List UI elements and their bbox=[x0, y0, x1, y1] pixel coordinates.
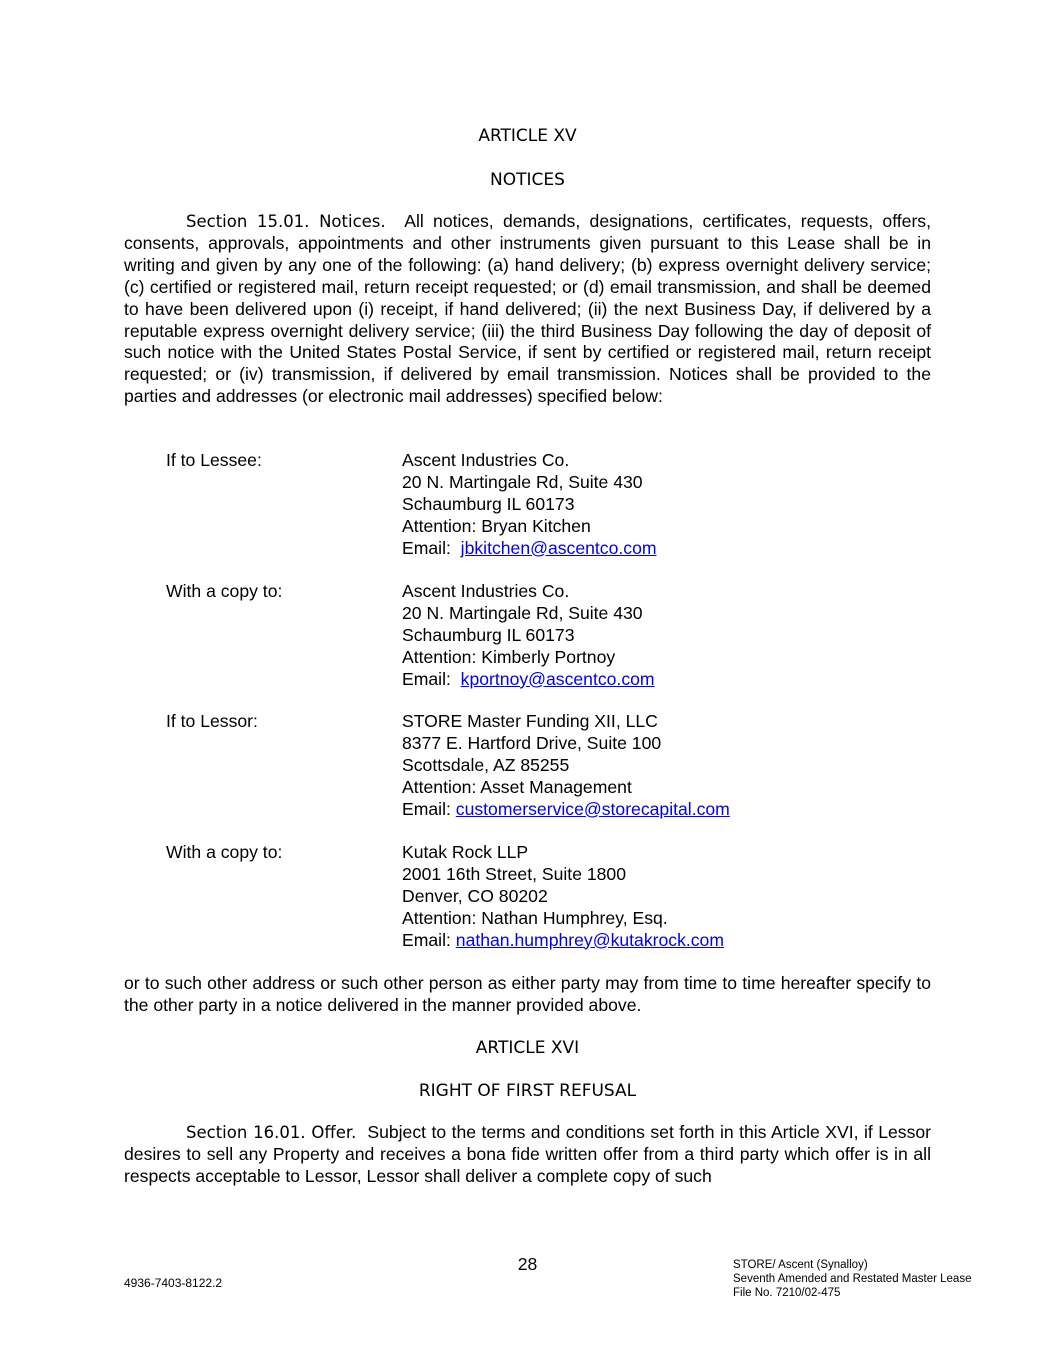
address-line: Kutak Rock LLP bbox=[402, 842, 529, 862]
email-line bbox=[402, 538, 657, 560]
section-15-01-body: All notices, demands, designations, certificates, requests, offers, consents, approvals, appointments and other instruments given pursuant to this Lease shall be in writing and given by any one of the following: (a) hand delivery; (b) express overnight delivery service; (c) certified or registered mail, return receipt requested; or (d) email transmission, and shall be deemed to have been delivered upon (i) receipt, if hand delivered; (ii) the next Business Day, if delivered by a reputable express overnight delivery service; (iii) the third Business Day following the day of deposit of such notice with the United States Postal Service, if sent by certified or registered mail, return receipt requested; or (iv) transmission, if delivered by email transmission. Notices shall be provided to the parties and addresses (or electronic mail addresses) specified below: bbox=[124, 211, 931, 407]
section-16-01-label: Section 16.01. Offer. bbox=[186, 1123, 357, 1142]
address-line: 2001 16th Street, Suite 1800 bbox=[402, 863, 627, 884]
email-line bbox=[402, 799, 730, 821]
address-line: Attention: Bryan Kitchen bbox=[402, 515, 591, 536]
address-line: STORE Master Funding XII, LLC bbox=[402, 711, 658, 731]
article-16-title: ARTICLE XVI bbox=[475, 1038, 580, 1058]
section-16-01-paragraph bbox=[124, 1122, 931, 1188]
email-prefix: Email: bbox=[402, 929, 456, 950]
email-link[interactable]: nathan.humphrey@kutakrock.com bbox=[455, 929, 724, 950]
document-id: 4936-7403-8122.2 bbox=[124, 1276, 223, 1290]
address-line: 8377 E. Hartford Drive, Suite 100 bbox=[402, 732, 662, 753]
address-line: Ascent Industries Co. bbox=[402, 581, 570, 601]
email-line bbox=[402, 669, 655, 691]
section-16-01-body: Subject to the terms and conditions set forth in this Article XVI, if Lessor desires to sell any Property and receives a bona fide written offer from a third party which offer is in all respects acceptable to Lessor, Lessor shall deliver a complete copy of such bbox=[124, 1122, 932, 1186]
footer-line: STORE/ Ascent (Synalloy) bbox=[733, 1259, 868, 1271]
recipient-address bbox=[402, 711, 730, 821]
address-line: Scottsdale, AZ 85255 bbox=[402, 754, 570, 775]
article-15-subtitle: NOTICES bbox=[490, 170, 565, 190]
footer-line: Seventh Amended and Restated Master Lease bbox=[733, 1273, 972, 1285]
recipient-address bbox=[402, 581, 655, 691]
address-line: Attention: Nathan Humphrey, Esq. bbox=[402, 907, 668, 928]
address-line: Denver, CO 80202 bbox=[402, 885, 548, 906]
section-15-01-paragraph bbox=[124, 211, 931, 408]
address-line: Attention: Asset Management bbox=[402, 776, 632, 797]
email-prefix: Email: bbox=[402, 668, 461, 689]
email-link[interactable]: customerservice@storecapital.com bbox=[455, 798, 730, 819]
recipient-address bbox=[402, 450, 657, 560]
section-15-01-label: Section 15.01. Notices. bbox=[186, 212, 386, 231]
email-link[interactable]: kportnoy@ascentco.com bbox=[460, 668, 655, 689]
recipient-label: If to Lessor: bbox=[166, 711, 258, 731]
article-15-title: ARTICLE XV bbox=[478, 126, 577, 146]
recipient-label: With a copy to: bbox=[166, 581, 283, 601]
email-link[interactable]: jbkitchen@ascentco.com bbox=[460, 537, 657, 558]
address-line: Schaumburg IL 60173 bbox=[402, 493, 575, 514]
footer-document-info bbox=[733, 1258, 971, 1300]
email-line bbox=[402, 930, 724, 952]
address-line: Attention: Kimberly Portnoy bbox=[402, 646, 616, 667]
page-number: 28 bbox=[517, 1254, 538, 1274]
recipient-label: If to Lessee: bbox=[166, 450, 262, 470]
article-16-subtitle: RIGHT OF FIRST REFUSAL bbox=[418, 1081, 637, 1101]
address-line: Ascent Industries Co. bbox=[402, 450, 570, 470]
closing-paragraph: or to such other address or such other person as either party may from time to time hereafter specify to the other party in a notice delivered in the manner provided above. bbox=[124, 973, 931, 1015]
address-line: Schaumburg IL 60173 bbox=[402, 624, 575, 645]
footer-line: File No. 7210/02-475 bbox=[733, 1287, 841, 1299]
address-line: 20 N. Martingale Rd, Suite 430 bbox=[402, 602, 643, 623]
address-line: 20 N. Martingale Rd, Suite 430 bbox=[402, 471, 643, 492]
recipient-label: With a copy to: bbox=[166, 842, 283, 862]
email-prefix: Email: bbox=[402, 537, 461, 558]
email-prefix: Email: bbox=[402, 798, 456, 819]
recipient-address bbox=[402, 842, 724, 952]
